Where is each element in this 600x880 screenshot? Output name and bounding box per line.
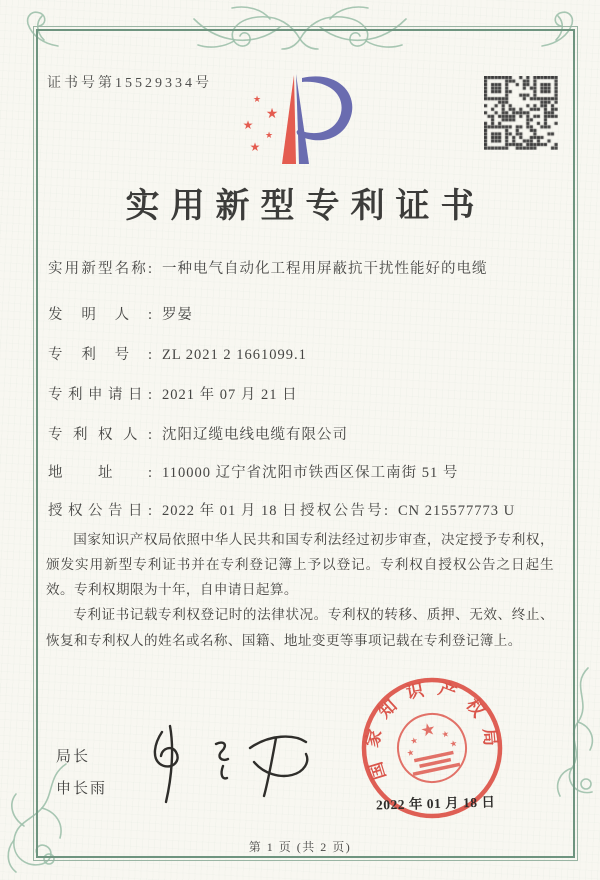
signer-title: 局长 <box>56 749 91 765</box>
svg-text:★: ★ <box>252 95 262 105</box>
svg-text:★: ★ <box>418 719 438 742</box>
field-label: 实用新型名称: <box>48 261 152 277</box>
field-label: 授权公告号: <box>300 503 388 519</box>
field-value: ZL 2021 2 1661099.1 <box>162 347 307 363</box>
field-value: 2021 年 07 月 21 日 <box>162 387 298 403</box>
field-value: 罗晏 <box>162 307 193 323</box>
field-value: 沈阳辽缆电线电缆有限公司 <box>162 427 348 443</box>
national-emblem-icon <box>392 708 473 789</box>
body-paragraph: 专利证书记载专利权登记时的法律状况。专利权的转移、质押、无效、终止、恢复和专利权人的姓名或名称、国籍、地址变更等事项记载在专利登记簿上。 <box>46 607 554 648</box>
signer-name: 申长雨 <box>56 781 108 797</box>
svg-text:★: ★ <box>265 106 279 122</box>
certificate-title: 实用新型专利证书 <box>125 188 486 225</box>
legal-text-block <box>46 527 554 653</box>
field-row-address <box>48 461 458 482</box>
field-grant-number <box>300 499 515 520</box>
svg-text:★: ★ <box>405 747 416 760</box>
field-label: 发明人: <box>48 307 152 323</box>
body-paragraph: 国家知识产权局依照中华人民共和国专利法经过初步审查，决定授予专利权，颁发实用新型专利证书并在专利登记簿上予以登记。专利权自授权公告之日起生效。专利权期限为十年，自申请日起算。 <box>46 532 554 598</box>
field-label: 专利权人: <box>48 427 152 443</box>
field-row-patentee <box>48 423 348 444</box>
svg-text:★: ★ <box>264 131 274 141</box>
cnipa-logo-icon <box>232 72 370 167</box>
field-row-grant-date <box>48 499 516 520</box>
field-row-inventor <box>48 303 193 324</box>
field-label: 授权公告日: <box>48 503 152 519</box>
field-label: 专利号: <box>48 347 152 363</box>
svg-text:★: ★ <box>440 729 451 741</box>
seal-date: 2022 年 01 月 18 日 <box>375 794 496 813</box>
field-row-filing-date <box>48 383 298 404</box>
field-row-patent-number <box>48 343 307 364</box>
field-value: 一种电气自动化工程用屏蔽抗干扰性能好的电缆 <box>162 261 488 277</box>
qr-code <box>484 76 558 150</box>
svg-text:★: ★ <box>448 738 459 751</box>
svg-text:★: ★ <box>242 118 254 132</box>
svg-text:★: ★ <box>409 735 420 748</box>
field-label: 地址: <box>48 465 152 481</box>
logo-stars-icon <box>243 95 279 154</box>
page-footer: 第 1 页 (共 2 页) <box>248 840 352 854</box>
field-row-patent-name <box>48 257 488 278</box>
certificate-number: 证书号第15529334号 <box>47 76 212 91</box>
field-label: 专利申请日: <box>48 387 152 403</box>
handwritten-signature <box>128 718 323 810</box>
field-value: CN 215577773 U <box>398 503 516 519</box>
field-value: 110000 辽宁省沈阳市铁西区保工南街 51 号 <box>162 465 459 481</box>
field-value: 2022 年 01 月 18 日 <box>162 503 298 519</box>
svg-text:★: ★ <box>249 140 261 154</box>
seal-text: 国家知识产权局 <box>361 677 502 783</box>
signer-block <box>56 745 107 809</box>
